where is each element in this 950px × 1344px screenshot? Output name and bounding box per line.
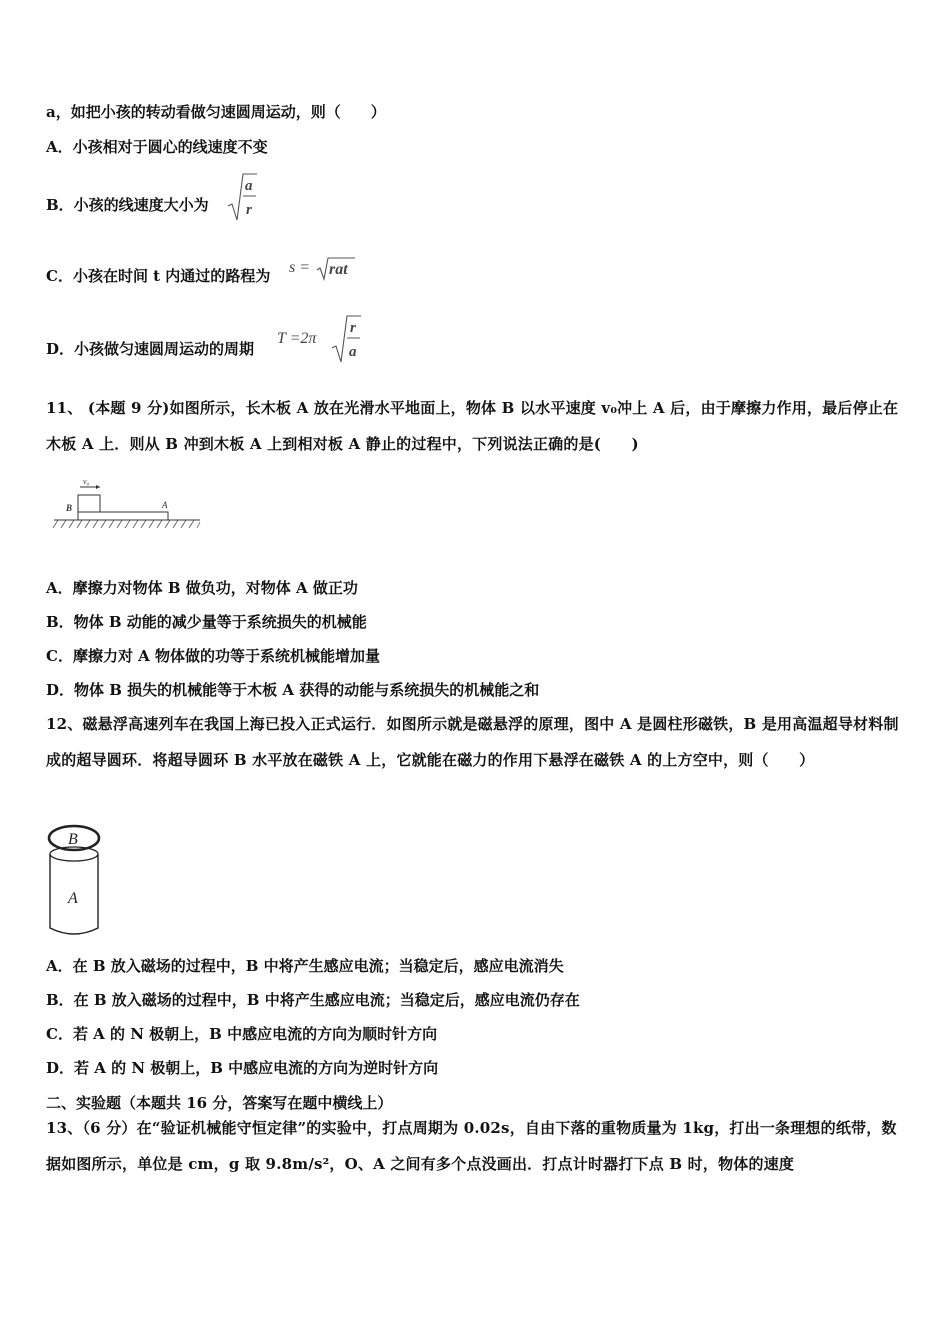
q11-option-c [46,644,910,667]
q10-stem-text: a，如把小孩的转动看做匀速圆周运动，则（ ） [46,103,386,121]
q10-option-a [46,135,910,158]
svg-text:a: a [349,344,357,360]
section-2-title-text: 二、实验题（本题共 16 分，答案写在题中横线上） [46,1094,393,1112]
q10-stem-tail [46,100,910,123]
q12-option-b [46,988,910,1011]
q12-option-b-text: B．在 B 放入磁场的过程中，B 中将产生感应电流；当稳定后，感应电流仍存在 [46,991,580,1009]
formula-sqrt-a-over-r [226,172,258,224]
q12-option-a [46,954,910,977]
q10-option-a-text: A．小孩相对于圆心的线速度不变 [46,138,268,156]
ground-hatching [53,520,200,528]
q11-option-b-text: B．物体 B 动能的减少量等于系统损失的机械能 [46,613,367,631]
formula-sqrt-r-over-a [330,314,362,366]
q11-option-c-text: C．摩擦力对 A 物体做的功等于系统机械能增加量 [46,647,381,665]
q10-option-c [46,256,910,286]
q10-option-d [46,314,910,366]
q11-fig-b-label: B [66,503,73,513]
q11-stem [46,390,908,462]
q11-figure-board-block [50,474,202,532]
q11-block-b [78,495,100,512]
q11-fig-a-label: A [162,500,168,510]
q12-option-d-text: D．若 A 的 N 极朝上，B 中感应电流的方向为逆时针方向 [46,1059,439,1077]
q11-option-a [46,576,910,599]
svg-text:r: r [350,320,356,336]
q12-stem-text: 12、磁悬浮高速列车在我国上海已投入正式运行．如图所示就是磁悬浮的原理，图中 A 是圆柱形磁铁，B 是用高温超导材料制成的超导圆环．将超导圆环 B 水平放在磁铁 A 上，它就能在磁力的作用下悬浮在磁铁 A 的上方空中，则（ ） [46,715,899,769]
q12-fig-a-label: A [68,890,78,907]
q10-option-b [46,172,910,224]
q10-option-b-text: B．小孩的线速度大小为 [46,196,209,214]
q13-stem-text: 13、（6 分）在“验证机械能守恒定律”的实验中，打点周期为 0.02s，自由下落的重物质量为 1kg，打出一条理想的纸带，数据如图所示，单位是 cm，g 取 9.8m/s²，O、A 之间有多个点没画出．打点计时器打下点 B 时，物体的速度 [46,1119,897,1173]
q12-option-c-text: C．若 A 的 N 极朝上，B 中感应电流的方向为顺时针方向 [46,1025,438,1043]
q10-option-d-text: D．小孩做匀速圆周运动的周期 [46,340,255,358]
q11-option-a-text: A．摩擦力对物体 B 做负功，对物体 A 做正功 [46,579,358,597]
q11-option-d [46,678,910,701]
formula-s-label: s = [289,259,311,276]
formula-T-label: T =2π [277,330,317,347]
q11-option-b [46,610,910,633]
q13-stem [46,1110,908,1182]
q12-fig-b-label: B [68,831,78,848]
q11-stem-text: 11、 (本题 9 分)如图所示，长木板 A 放在光滑水平地面上，物体 B 以水平速度 v₀冲上 A 后，由于摩擦力作用，最后停止在木板 A 上．则从 B 冲到木板 A 上到相对板 A 静止的过程中，下列说法正确的是( ) [46,399,899,453]
svg-text:r: r [246,202,252,218]
q10-option-c-text: C．小孩在时间 t 内通过的路程为 [46,267,271,285]
q11-fig-v0-label: v₀ [83,477,90,486]
q11-option-d-text: D．物体 B 损失的机械能等于木板 A 获得的动能与系统损失的机械能之和 [46,681,540,699]
q11-board-a [78,512,168,520]
svg-text:rat: rat [329,261,348,278]
svg-text:a: a [245,178,253,194]
q12-stem [46,706,908,778]
q12-option-c [46,1022,910,1045]
q12-option-a-text: A．在 B 放入磁场的过程中，B 中将产生感应电流；当稳定后，感应电流消失 [46,957,564,975]
formula-sqrt-rat [316,256,356,282]
q12-option-d [46,1056,910,1079]
q12-figure-magnet-ring [40,820,108,938]
